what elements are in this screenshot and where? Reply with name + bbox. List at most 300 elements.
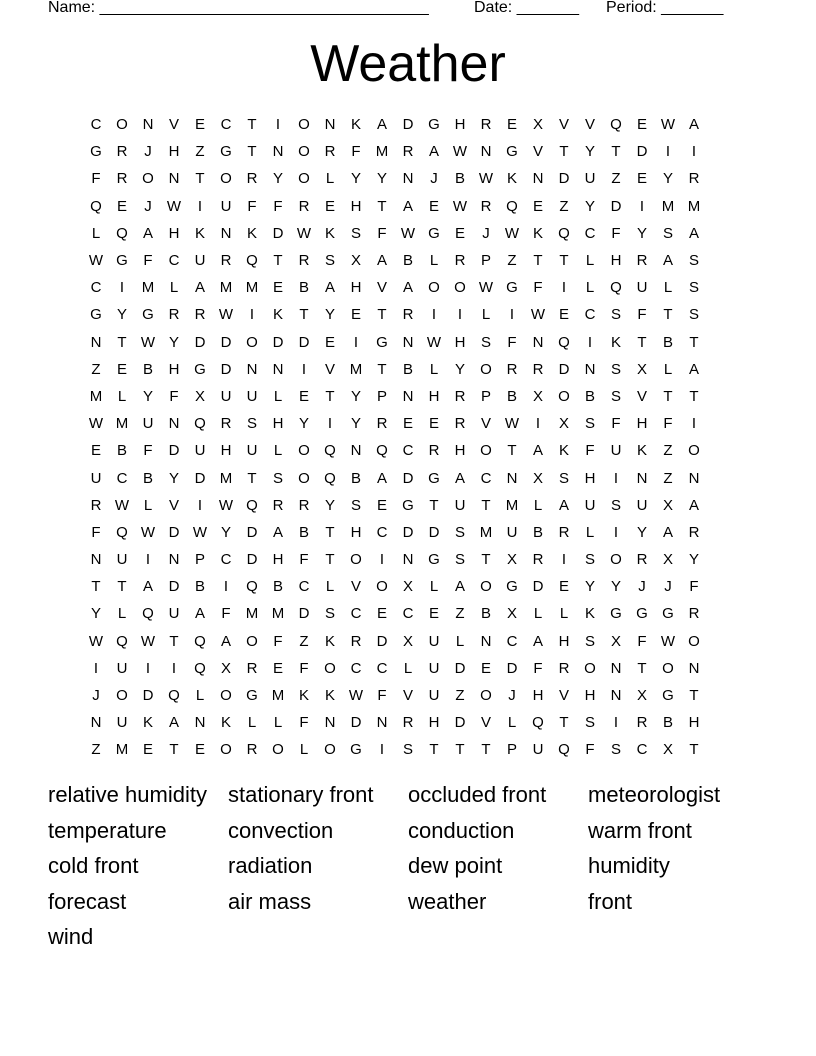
- grid-letter[interactable]: I: [431, 306, 437, 324]
- grid-letter[interactable]: N: [194, 714, 206, 732]
- grid-letter[interactable]: L: [585, 523, 595, 541]
- grid-letter[interactable]: A: [454, 578, 465, 596]
- grid-letter[interactable]: Q: [116, 224, 128, 242]
- grid-letter[interactable]: H: [220, 442, 232, 460]
- grid-letter[interactable]: Z: [455, 605, 465, 623]
- grid-letter[interactable]: D: [272, 333, 284, 351]
- grid-letter[interactable]: D: [636, 143, 648, 161]
- grid-letter[interactable]: I: [145, 659, 151, 677]
- grid-letter[interactable]: G: [402, 496, 414, 514]
- grid-letter[interactable]: F: [221, 605, 231, 623]
- grid-letter[interactable]: H: [168, 224, 180, 242]
- grid-letter[interactable]: G: [662, 605, 674, 623]
- grid-letter[interactable]: B: [402, 252, 413, 270]
- grid-letter[interactable]: T: [663, 387, 673, 405]
- grid-letter[interactable]: H: [350, 279, 362, 297]
- grid-letter[interactable]: S: [688, 252, 699, 270]
- grid-letter[interactable]: X: [532, 469, 543, 487]
- grid-letter[interactable]: A: [454, 469, 465, 487]
- grid-letter[interactable]: M: [141, 279, 155, 297]
- grid-letter[interactable]: M: [479, 523, 493, 541]
- grid-letter[interactable]: E: [350, 306, 361, 324]
- grid-letter[interactable]: L: [325, 170, 335, 188]
- grid-letter[interactable]: P: [480, 387, 491, 405]
- grid-letter[interactable]: D: [168, 442, 180, 460]
- grid-letter[interactable]: K: [610, 333, 621, 351]
- grid-letter[interactable]: N: [272, 143, 284, 161]
- grid-letter[interactable]: R: [558, 659, 570, 677]
- grid-letter[interactable]: E: [558, 306, 569, 324]
- grid-letter[interactable]: A: [532, 632, 543, 650]
- grid-letter[interactable]: U: [194, 252, 206, 270]
- grid-letter[interactable]: I: [639, 197, 645, 215]
- grid-letter[interactable]: W: [660, 632, 676, 650]
- grid-letter[interactable]: R: [480, 197, 492, 215]
- grid-letter[interactable]: O: [480, 578, 492, 596]
- grid-letter[interactable]: U: [532, 741, 544, 759]
- grid-letter[interactable]: B: [454, 170, 465, 188]
- grid-letter[interactable]: M: [219, 279, 233, 297]
- grid-letter[interactable]: M: [115, 415, 129, 433]
- grid-letter[interactable]: L: [559, 605, 569, 623]
- grid-letter[interactable]: F: [91, 170, 101, 188]
- grid-letter[interactable]: S: [454, 551, 465, 569]
- grid-letter[interactable]: K: [246, 224, 257, 242]
- grid-letter[interactable]: F: [273, 197, 283, 215]
- grid-letter[interactable]: V: [558, 116, 569, 134]
- grid-letter[interactable]: X: [194, 387, 205, 405]
- grid-letter[interactable]: K: [636, 442, 647, 460]
- grid-letter[interactable]: B: [662, 333, 673, 351]
- grid-letter[interactable]: I: [665, 143, 671, 161]
- grid-letter[interactable]: N: [584, 360, 596, 378]
- grid-letter[interactable]: A: [142, 224, 153, 242]
- grid-letter[interactable]: N: [402, 551, 414, 569]
- grid-letter[interactable]: Z: [559, 197, 569, 215]
- grid-letter[interactable]: B: [142, 469, 153, 487]
- grid-letter[interactable]: W: [140, 333, 156, 351]
- grid-letter[interactable]: N: [168, 551, 180, 569]
- grid-letter[interactable]: F: [273, 632, 283, 650]
- grid-letter[interactable]: H: [610, 252, 622, 270]
- grid-letter[interactable]: K: [558, 442, 569, 460]
- grid-letter[interactable]: V: [480, 714, 491, 732]
- grid-letter[interactable]: L: [663, 360, 673, 378]
- grid-letter[interactable]: G: [506, 143, 518, 161]
- grid-letter[interactable]: R: [90, 496, 102, 514]
- grid-letter[interactable]: K: [324, 687, 335, 705]
- grid-letter[interactable]: K: [272, 306, 283, 324]
- grid-letter[interactable]: F: [689, 578, 699, 596]
- grid-letter[interactable]: A: [324, 279, 335, 297]
- period-field[interactable]: Period: _______: [606, 0, 724, 16]
- grid-letter[interactable]: R: [636, 551, 648, 569]
- grid-letter[interactable]: I: [457, 306, 463, 324]
- grid-letter[interactable]: N: [168, 415, 180, 433]
- grid-letter[interactable]: T: [429, 496, 439, 514]
- grid-letter[interactable]: A: [662, 523, 673, 541]
- grid-letter[interactable]: B: [402, 360, 413, 378]
- grid-letter[interactable]: H: [688, 714, 700, 732]
- grid-letter[interactable]: T: [117, 578, 127, 596]
- grid-letter[interactable]: E: [428, 197, 439, 215]
- grid-letter[interactable]: F: [377, 224, 387, 242]
- grid-letter[interactable]: J: [92, 687, 100, 705]
- grid-letter[interactable]: N: [688, 659, 700, 677]
- grid-letter[interactable]: W: [140, 632, 156, 650]
- grid-letter[interactable]: E: [636, 170, 647, 188]
- grid-letter[interactable]: Y: [376, 170, 387, 188]
- grid-letter[interactable]: W: [348, 687, 364, 705]
- grid-letter[interactable]: S: [480, 333, 491, 351]
- grid-letter[interactable]: V: [324, 360, 335, 378]
- grid-letter[interactable]: D: [350, 714, 362, 732]
- grid-letter[interactable]: L: [533, 496, 543, 514]
- grid-letter[interactable]: T: [663, 306, 673, 324]
- grid-letter[interactable]: K: [350, 116, 361, 134]
- grid-letter[interactable]: G: [506, 578, 518, 596]
- grid-letter[interactable]: G: [428, 551, 440, 569]
- grid-letter[interactable]: T: [637, 333, 647, 351]
- grid-letter[interactable]: B: [116, 442, 127, 460]
- grid-letter[interactable]: N: [246, 360, 258, 378]
- grid-letter[interactable]: L: [273, 714, 283, 732]
- grid-letter[interactable]: E: [480, 659, 491, 677]
- grid-letter[interactable]: P: [506, 741, 517, 759]
- grid-letter[interactable]: D: [402, 116, 414, 134]
- grid-letter[interactable]: H: [428, 387, 440, 405]
- grid-letter[interactable]: N: [480, 632, 492, 650]
- grid-letter[interactable]: D: [558, 360, 570, 378]
- grid-letter[interactable]: K: [532, 224, 543, 242]
- grid-letter[interactable]: A: [688, 496, 699, 514]
- grid-letter[interactable]: F: [169, 387, 179, 405]
- grid-letter[interactable]: R: [116, 143, 128, 161]
- grid-letter[interactable]: C: [376, 523, 388, 541]
- grid-letter[interactable]: K: [220, 714, 231, 732]
- grid-letter[interactable]: I: [613, 523, 619, 541]
- grid-letter[interactable]: T: [611, 143, 621, 161]
- grid-letter[interactable]: E: [428, 415, 439, 433]
- grid-letter[interactable]: F: [91, 523, 101, 541]
- grid-letter[interactable]: R: [454, 415, 466, 433]
- grid-letter[interactable]: B: [194, 578, 205, 596]
- grid-letter[interactable]: O: [688, 632, 700, 650]
- grid-letter[interactable]: X: [610, 632, 621, 650]
- grid-letter[interactable]: T: [559, 143, 569, 161]
- grid-letter[interactable]: H: [272, 551, 284, 569]
- grid-letter[interactable]: F: [507, 333, 517, 351]
- grid-letter[interactable]: T: [377, 306, 387, 324]
- grid-letter[interactable]: Q: [558, 741, 570, 759]
- grid-letter[interactable]: S: [610, 496, 621, 514]
- grid-letter[interactable]: N: [610, 659, 622, 677]
- grid-letter[interactable]: U: [116, 659, 128, 677]
- grid-letter[interactable]: H: [350, 523, 362, 541]
- grid-letter[interactable]: A: [142, 578, 153, 596]
- grid-letter[interactable]: H: [350, 197, 362, 215]
- grid-letter[interactable]: N: [324, 714, 336, 732]
- grid-letter[interactable]: N: [402, 170, 414, 188]
- grid-letter[interactable]: H: [272, 415, 284, 433]
- grid-letter[interactable]: N: [532, 333, 544, 351]
- grid-letter[interactable]: P: [194, 551, 205, 569]
- grid-letter[interactable]: O: [116, 687, 128, 705]
- grid-letter[interactable]: R: [428, 442, 440, 460]
- grid-letter[interactable]: O: [610, 551, 622, 569]
- grid-letter[interactable]: U: [506, 523, 518, 541]
- grid-letter[interactable]: L: [429, 252, 439, 270]
- grid-letter[interactable]: T: [689, 687, 699, 705]
- grid-letter[interactable]: Y: [324, 306, 335, 324]
- grid-letter[interactable]: O: [688, 442, 700, 460]
- grid-letter[interactable]: R: [350, 632, 362, 650]
- grid-letter[interactable]: U: [168, 605, 180, 623]
- grid-letter[interactable]: D: [272, 224, 284, 242]
- grid-letter[interactable]: M: [245, 279, 259, 297]
- grid-letter[interactable]: T: [481, 496, 491, 514]
- grid-letter[interactable]: C: [90, 116, 102, 134]
- grid-letter[interactable]: O: [480, 360, 492, 378]
- grid-letter[interactable]: L: [455, 632, 465, 650]
- grid-letter[interactable]: V: [168, 496, 179, 514]
- grid-letter[interactable]: F: [247, 197, 257, 215]
- grid-letter[interactable]: O: [480, 442, 492, 460]
- grid-letter[interactable]: S: [610, 741, 621, 759]
- grid-letter[interactable]: O: [454, 279, 466, 297]
- grid-letter[interactable]: P: [480, 252, 491, 270]
- grid-letter[interactable]: Y: [350, 415, 361, 433]
- grid-letter[interactable]: U: [636, 496, 648, 514]
- grid-letter[interactable]: T: [169, 741, 179, 759]
- grid-letter[interactable]: T: [325, 523, 335, 541]
- grid-letter[interactable]: G: [116, 252, 128, 270]
- grid-letter[interactable]: L: [273, 387, 283, 405]
- grid-letter[interactable]: K: [584, 605, 595, 623]
- grid-letter[interactable]: Y: [272, 170, 283, 188]
- grid-letter[interactable]: D: [168, 578, 180, 596]
- grid-letter[interactable]: E: [272, 279, 283, 297]
- grid-letter[interactable]: K: [142, 714, 153, 732]
- grid-letter[interactable]: R: [688, 170, 700, 188]
- grid-letter[interactable]: D: [402, 469, 414, 487]
- grid-letter[interactable]: I: [249, 306, 255, 324]
- grid-letter[interactable]: L: [429, 360, 439, 378]
- grid-letter[interactable]: I: [379, 551, 385, 569]
- grid-letter[interactable]: R: [168, 306, 180, 324]
- grid-letter[interactable]: R: [298, 496, 310, 514]
- grid-letter[interactable]: N: [324, 116, 336, 134]
- grid-letter[interactable]: U: [454, 496, 466, 514]
- grid-letter[interactable]: U: [610, 442, 622, 460]
- grid-letter[interactable]: T: [169, 632, 179, 650]
- grid-letter[interactable]: X: [350, 252, 361, 270]
- grid-letter[interactable]: V: [532, 143, 543, 161]
- grid-letter[interactable]: U: [116, 714, 128, 732]
- grid-letter[interactable]: L: [585, 252, 595, 270]
- grid-letter[interactable]: G: [428, 224, 440, 242]
- grid-letter[interactable]: S: [324, 252, 335, 270]
- grid-letter[interactable]: C: [350, 605, 362, 623]
- grid-letter[interactable]: S: [610, 306, 621, 324]
- grid-letter[interactable]: L: [169, 279, 179, 297]
- grid-letter[interactable]: L: [403, 659, 413, 677]
- grid-letter[interactable]: W: [400, 224, 416, 242]
- grid-letter[interactable]: G: [636, 605, 648, 623]
- grid-letter[interactable]: L: [325, 578, 335, 596]
- grid-letter[interactable]: Q: [558, 224, 570, 242]
- grid-letter[interactable]: E: [532, 197, 543, 215]
- grid-letter[interactable]: X: [662, 741, 673, 759]
- grid-letter[interactable]: W: [426, 333, 442, 351]
- grid-letter[interactable]: G: [142, 306, 154, 324]
- grid-letter[interactable]: T: [429, 741, 439, 759]
- grid-letter[interactable]: A: [194, 605, 205, 623]
- grid-letter[interactable]: T: [195, 170, 205, 188]
- grid-letter[interactable]: O: [220, 741, 232, 759]
- grid-letter[interactable]: Q: [116, 523, 128, 541]
- grid-letter[interactable]: I: [613, 469, 619, 487]
- grid-letter[interactable]: B: [298, 279, 309, 297]
- grid-letter[interactable]: I: [197, 197, 203, 215]
- grid-letter[interactable]: U: [246, 387, 258, 405]
- grid-letter[interactable]: T: [559, 714, 569, 732]
- grid-letter[interactable]: J: [508, 687, 516, 705]
- grid-letter[interactable]: Y: [298, 415, 309, 433]
- grid-letter[interactable]: F: [351, 143, 361, 161]
- grid-letter[interactable]: Z: [299, 632, 309, 650]
- grid-letter[interactable]: E: [636, 116, 647, 134]
- grid-letter[interactable]: D: [402, 523, 414, 541]
- grid-letter[interactable]: N: [376, 714, 388, 732]
- grid-letter[interactable]: D: [558, 170, 570, 188]
- grid-letter[interactable]: G: [376, 333, 388, 351]
- grid-letter[interactable]: S: [350, 224, 361, 242]
- grid-letter[interactable]: P: [376, 387, 387, 405]
- grid-letter[interactable]: I: [587, 333, 593, 351]
- grid-letter[interactable]: Q: [194, 632, 206, 650]
- grid-letter[interactable]: Y: [168, 333, 179, 351]
- grid-letter[interactable]: Z: [663, 442, 673, 460]
- grid-letter[interactable]: D: [506, 659, 518, 677]
- grid-letter[interactable]: N: [220, 224, 232, 242]
- grid-letter[interactable]: E: [324, 333, 335, 351]
- grid-letter[interactable]: I: [301, 360, 307, 378]
- grid-letter[interactable]: S: [584, 415, 595, 433]
- grid-letter[interactable]: T: [273, 252, 283, 270]
- grid-letter[interactable]: I: [197, 496, 203, 514]
- grid-letter[interactable]: Q: [610, 116, 622, 134]
- grid-letter[interactable]: R: [298, 252, 310, 270]
- grid-letter[interactable]: Z: [663, 469, 673, 487]
- grid-letter[interactable]: W: [88, 632, 104, 650]
- grid-letter[interactable]: N: [506, 469, 518, 487]
- grid-letter[interactable]: Q: [246, 496, 258, 514]
- grid-letter[interactable]: D: [142, 687, 154, 705]
- grid-letter[interactable]: I: [613, 714, 619, 732]
- grid-letter[interactable]: V: [168, 116, 179, 134]
- grid-letter[interactable]: C: [298, 578, 310, 596]
- grid-letter[interactable]: T: [533, 252, 543, 270]
- grid-letter[interactable]: Q: [116, 632, 128, 650]
- grid-letter[interactable]: F: [533, 279, 543, 297]
- grid-letter[interactable]: S: [584, 714, 595, 732]
- grid-letter[interactable]: G: [610, 605, 622, 623]
- grid-letter[interactable]: A: [220, 632, 231, 650]
- grid-letter[interactable]: K: [506, 170, 517, 188]
- grid-letter[interactable]: X: [402, 632, 413, 650]
- grid-letter[interactable]: N: [90, 551, 102, 569]
- grid-letter[interactable]: I: [561, 279, 567, 297]
- grid-letter[interactable]: E: [116, 360, 127, 378]
- grid-letter[interactable]: C: [376, 659, 388, 677]
- grid-letter[interactable]: F: [585, 442, 595, 460]
- grid-letter[interactable]: F: [377, 687, 387, 705]
- grid-letter[interactable]: Q: [90, 197, 102, 215]
- grid-letter[interactable]: I: [691, 415, 697, 433]
- grid-letter[interactable]: G: [662, 687, 674, 705]
- grid-letter[interactable]: V: [584, 116, 595, 134]
- grid-letter[interactable]: R: [376, 415, 388, 433]
- grid-letter[interactable]: A: [194, 279, 205, 297]
- grid-letter[interactable]: D: [454, 659, 466, 677]
- grid-letter[interactable]: D: [376, 632, 388, 650]
- grid-letter[interactable]: C: [584, 224, 596, 242]
- grid-letter[interactable]: L: [481, 306, 491, 324]
- grid-letter[interactable]: H: [584, 469, 596, 487]
- grid-letter[interactable]: O: [584, 659, 596, 677]
- grid-letter[interactable]: O: [298, 469, 310, 487]
- grid-letter[interactable]: I: [535, 415, 541, 433]
- grid-letter[interactable]: O: [324, 741, 336, 759]
- name-field[interactable]: Name: _____________________________________: [48, 0, 429, 16]
- grid-letter[interactable]: A: [688, 224, 699, 242]
- grid-letter[interactable]: O: [142, 170, 154, 188]
- grid-letter[interactable]: D: [298, 605, 310, 623]
- grid-letter[interactable]: O: [298, 116, 310, 134]
- grid-letter[interactable]: D: [298, 333, 310, 351]
- date-field[interactable]: Date: _______: [474, 0, 579, 16]
- grid-letter[interactable]: O: [480, 687, 492, 705]
- grid-letter[interactable]: G: [220, 143, 232, 161]
- grid-letter[interactable]: Y: [584, 143, 595, 161]
- grid-letter[interactable]: T: [91, 578, 101, 596]
- grid-letter[interactable]: T: [325, 551, 335, 569]
- grid-letter[interactable]: S: [610, 387, 621, 405]
- grid-letter[interactable]: W: [504, 224, 520, 242]
- grid-letter[interactable]: W: [218, 306, 234, 324]
- grid-letter[interactable]: E: [194, 116, 205, 134]
- grid-letter[interactable]: H: [168, 143, 180, 161]
- grid-letter[interactable]: E: [506, 116, 517, 134]
- grid-letter[interactable]: R: [506, 360, 518, 378]
- grid-letter[interactable]: R: [480, 116, 492, 134]
- grid-letter[interactable]: R: [688, 605, 700, 623]
- grid-letter[interactable]: O: [298, 442, 310, 460]
- grid-letter[interactable]: F: [611, 224, 621, 242]
- grid-letter[interactable]: S: [558, 469, 569, 487]
- grid-letter[interactable]: M: [375, 143, 389, 161]
- grid-letter[interactable]: L: [143, 496, 153, 514]
- grid-letter[interactable]: D: [428, 523, 440, 541]
- grid-letter[interactable]: A: [558, 496, 569, 514]
- grid-letter[interactable]: W: [478, 170, 494, 188]
- grid-letter[interactable]: R: [636, 714, 648, 732]
- grid-letter[interactable]: J: [482, 224, 490, 242]
- grid-letter[interactable]: R: [220, 252, 232, 270]
- grid-letter[interactable]: B: [584, 387, 595, 405]
- grid-letter[interactable]: M: [349, 360, 363, 378]
